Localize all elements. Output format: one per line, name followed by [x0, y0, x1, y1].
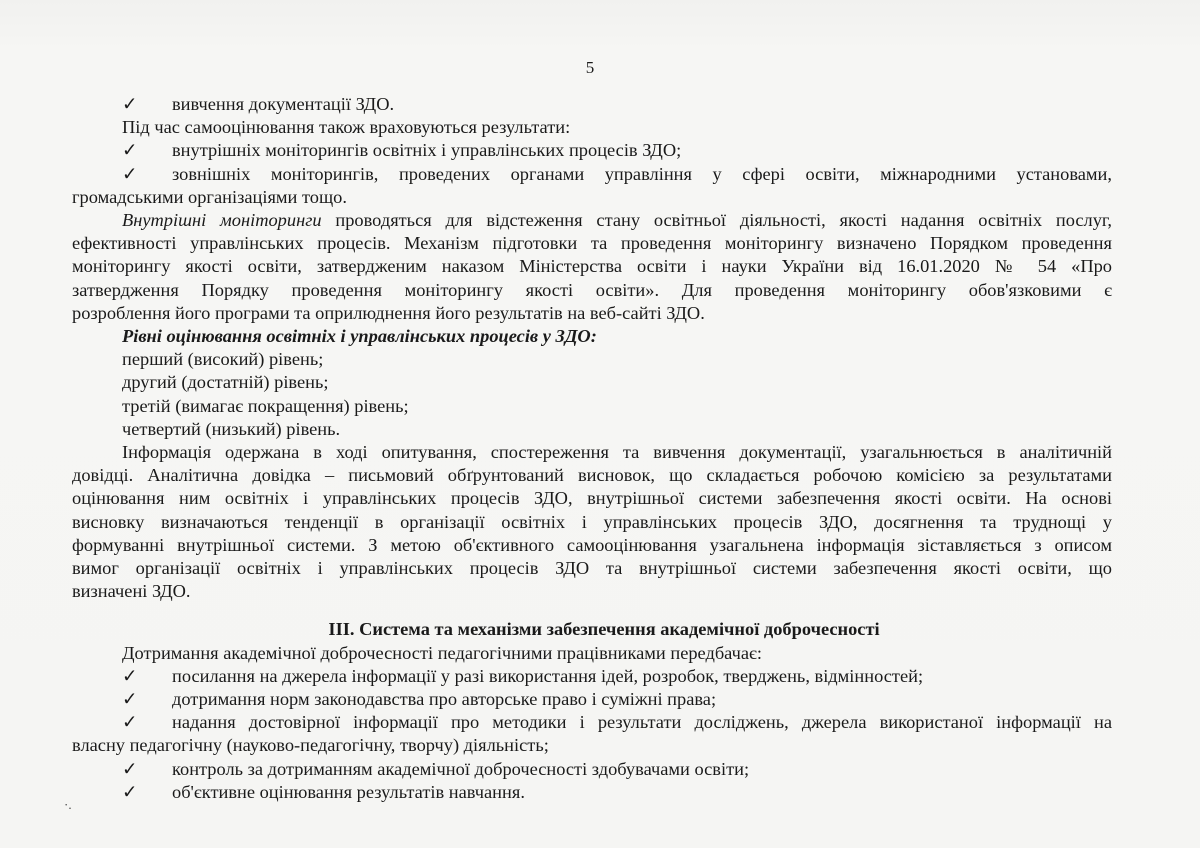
- paragraph-line: розроблення його програми та оприлюднення його результатів на веб-сайті ЗДО.: [72, 302, 705, 323]
- paragraph-line: вимог організації освітніх і управлінських процесів ЗДО та внутрішньої системи забезпечення якості освіти, що: [72, 558, 1112, 579]
- emphasis: Внутрішні моніторинги: [122, 210, 322, 231]
- checkmark-icon: ✓: [122, 758, 138, 779]
- list-item: ✓ вивчення документації ЗДО.: [72, 93, 1112, 116]
- paragraph-line: довідці. Аналітична довідка – письмовий обґрунтований висновок, що складається робочою комісією за результатами: [72, 465, 1112, 486]
- list-item: ✓ дотримання норм законодавства про авторське право і суміжні права;: [72, 688, 1112, 711]
- list-item: ✓ контроль за дотриманням академічної доброчесності здобувачами освіти;: [72, 758, 1112, 781]
- list-item: ✓ надання достовірної інформації про методики і результати досліджень, джерела використаної інформації на: [72, 711, 1112, 734]
- level-item: перший (високий) рівень;: [122, 349, 324, 370]
- level-item: третій (вимагає покращення) рівень;: [122, 395, 409, 416]
- paragraph: Під час самооцінювання також враховуються результати:: [122, 117, 571, 138]
- checkmark-icon: ✓: [122, 712, 138, 733]
- list-item-continuation: громадськими організаціями тощо.: [72, 186, 347, 207]
- paragraph-line: оцінювання ним освітніх і управлінських процесів ЗДО, внутрішньої системи забезпечення якості освіти. На основі: [72, 488, 1112, 509]
- list-item: ✓ об'єктивне оцінювання результатів навчання.: [72, 781, 1112, 804]
- section-heading: ІІІ. Система та механізми забезпечення академічної доброчесності: [328, 619, 880, 640]
- page-body: [72, 93, 1112, 804]
- level-item: четвертий (низький) рівень.: [122, 418, 341, 439]
- level-item: другий (достатній) рівень;: [122, 372, 329, 393]
- checkmark-icon: ✓: [122, 665, 138, 686]
- paragraph-line: моніторингу якості освіти, затвердженим наказом Міністерства освіти і науки України від 16.01.2020 № 54 «Про: [72, 256, 1112, 277]
- paragraph-line: затвердження Порядку проведення моніторингу якості освіти». Для проведення моніторингу обов'язковими є: [72, 279, 1112, 300]
- list-item: ✓ посилання на джерела інформації у разі використання ідей, розробок, тверджень, відмінностей;: [72, 665, 1112, 688]
- checkmark-icon: ✓: [122, 94, 138, 114]
- list-item: ✓ зовнішніх моніторингів, проведених органами управління у сфері освіти, міжнародними установами,: [72, 163, 1112, 186]
- paragraph-line: визначені ЗДО.: [72, 581, 191, 602]
- paragraph: Дотримання академічної доброчесності педагогічними працівниками передбачає:: [122, 642, 763, 663]
- list-item-continuation: власну педагогічну (науково-педагогічну, творчу) діяльність;: [72, 735, 549, 756]
- paragraph-line: висновку визначаються тенденції в організації освітніх і управлінських процесів ЗДО, досягнення та труднощі у: [72, 511, 1112, 532]
- paragraph: Внутрішні моніторинги проводяться для відстеження стану освітньої діяльності, якості надання освітніх послуг,: [122, 210, 1112, 231]
- checkmark-icon: ✓: [122, 781, 138, 802]
- paragraph-line: ефективності управлінських процесів. Механізм підготовки та проведення моніторингу визначено Порядком проведення: [72, 233, 1112, 254]
- subsection-title: Рівні оцінювання освітніх і управлінських процесів у ЗДО:: [122, 326, 597, 347]
- paragraph: Інформація одержана в ході опитування, спостереження та вивчення документації, узагальнюється в аналітичній: [122, 442, 1112, 463]
- checkmark-icon: ✓: [122, 689, 138, 710]
- list-item: ✓ внутрішніх моніторингів освітніх і управлінських процесів ЗДО;: [72, 139, 1112, 162]
- page-number: 5: [585, 58, 595, 77]
- checkmark-icon: ✓: [122, 163, 138, 184]
- scan-artifact: ·.: [64, 797, 72, 812]
- paragraph-line: формуванні внутрішньої системи. З метою об'єктивного самооцінювання узагальнена інформація зіставляється з описом: [72, 534, 1112, 555]
- checkmark-icon: ✓: [122, 140, 138, 161]
